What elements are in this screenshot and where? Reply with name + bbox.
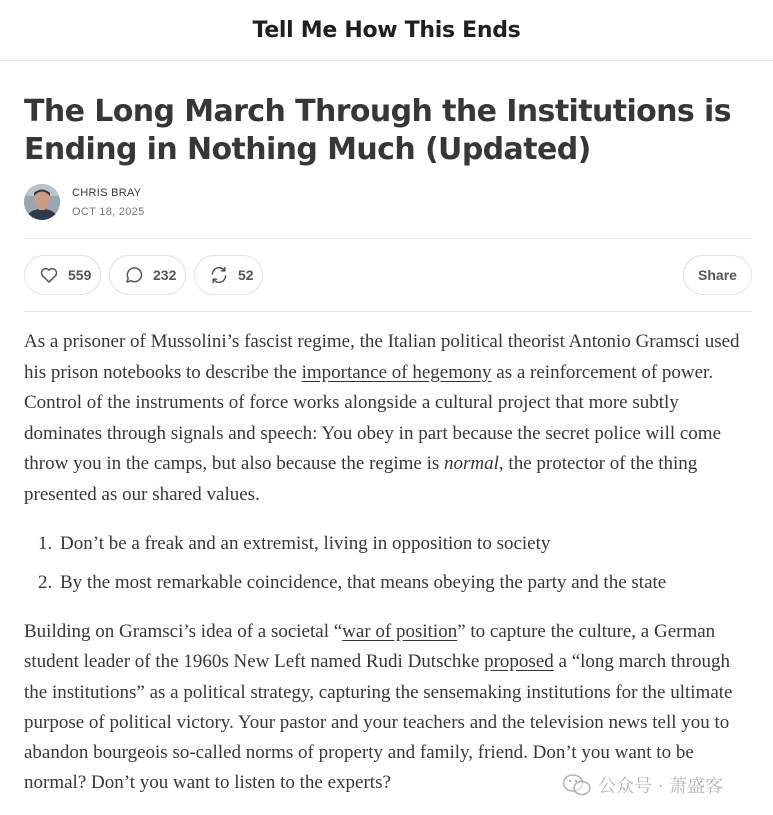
share-label: Share [698,267,737,283]
like-count: 559 [68,267,92,283]
author-avatar[interactable] [24,184,60,220]
article-paragraph-2: Building on Gramsci’s idea of a societal “war of position” to capture the culture, a German student leader of the 1960s New Left named Rudi Dutschke proposed a “long march through the institutions” as a political strategy, capturing the sensemaking institutions for the ultimate purpose of political victory. Your pastor and your teachers and the television news tell you to abandon bourgeois so-called norms of property and family, friend. Don’t you want to be normal? Don’t you want to listen to the experts? [24,621,733,794]
comment-button[interactable] [109,255,186,295]
restack-button[interactable] [194,255,263,295]
wechat-icon [562,773,592,797]
publication-header [0,0,773,61]
emphasis-normal: normal [444,453,499,474]
author-name[interactable]: CHRIS BRAY [72,186,142,199]
restack-icon [209,265,229,285]
link-war-of-position[interactable]: war of position [342,621,458,642]
heart-icon [39,265,59,285]
divider [24,311,752,312]
post-title: The Long March Through the Institutions is Ending in Nothing Much (Updated) [24,94,731,167]
ordered-list [38,529,758,606]
restack-count: 52 [238,267,254,283]
post-actions [24,255,752,295]
watermark-text: 公众号 · 萧盛客 [598,776,724,797]
list-item: 2. By the most remarkable coincidence, that means obeying the party and the state [38,571,667,593]
link-importance-of-hegemony[interactable]: importance of hegemony [301,361,492,383]
divider [24,238,752,239]
link-proposed[interactable]: proposed [484,651,554,673]
comment-icon [124,265,144,285]
publication-title[interactable]: Tell Me How This Ends [252,17,521,43]
article-paragraph-1: As a prisoner of Mussolini’s fascist regime, the Italian political theorist Antonio Gramsci used his prison notebooks to describe the importance of hegemony as a reinforcement of power. Control of the instruments of force works alongside a cultural project that more subtly dominates through signals and speech: You obey in part because the secret police will come throw you in the camps, but also because the regime is normal, the protector of the thing presented as our shared values. [24,331,740,505]
watermark [562,770,723,800]
share-button[interactable] [683,255,752,295]
post-date: OCT 18, 2025 [72,205,145,218]
list-item: 1. Don’t be a freak and an extremist, living in opposition to society [38,533,551,554]
avatar-image [24,184,60,220]
comment-count: 232 [153,267,177,283]
like-button[interactable] [24,255,101,295]
byline [24,182,145,222]
